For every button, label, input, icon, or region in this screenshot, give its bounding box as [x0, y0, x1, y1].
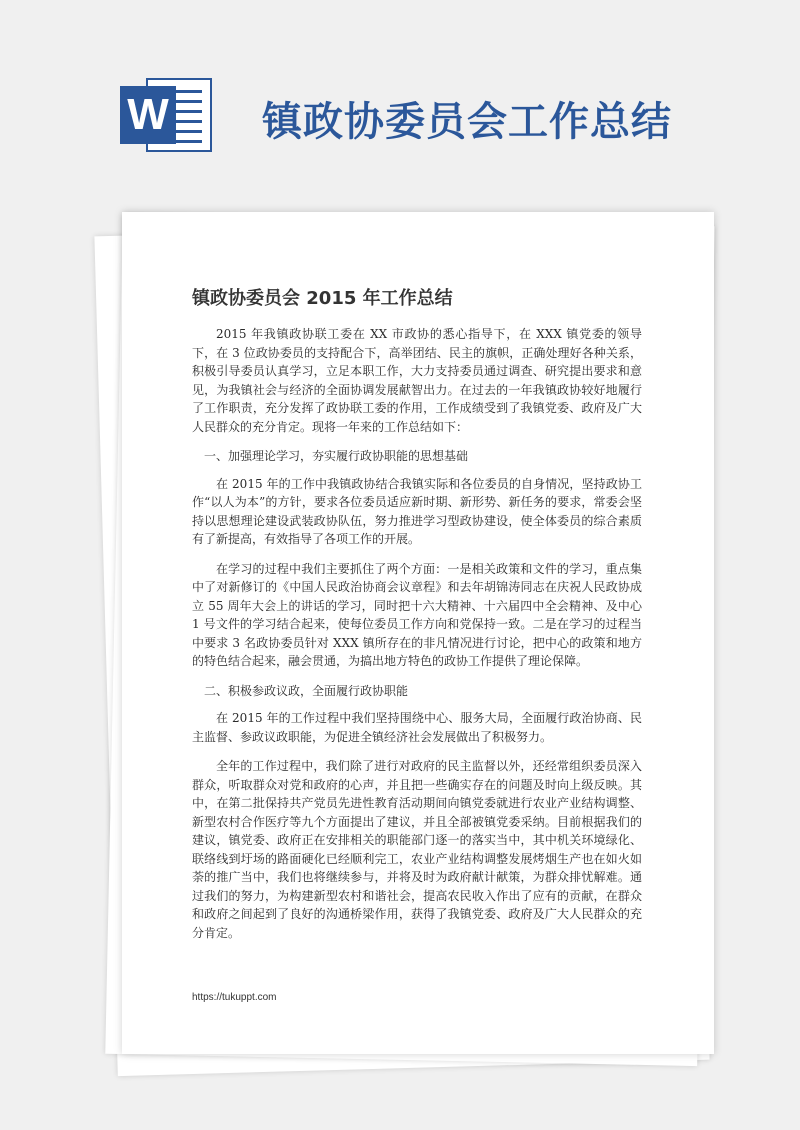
- document-body: [192, 325, 642, 953]
- paragraph: 在 2015 年的工作中我镇政协结合我镇实际和各位委员的自身情况，坚持政协工作“以人为本”的方针，要求各位委员适应新时期、新形势、新任务的要求，常委会坚持以思想理论建设武装政协队伍，努力推进学习型政协建设，使全体委员的综合素质有了新提高，有效指导了各项工作的开展。: [192, 476, 642, 546]
- word-badge: W: [120, 86, 176, 144]
- document-page: [122, 212, 714, 1054]
- word-document-icon: [120, 72, 216, 158]
- footer-url[interactable]: https://tukuppt.com: [192, 992, 277, 1003]
- document-title: 镇政协委员会 2015 年工作总结: [192, 288, 453, 309]
- paragraph: 在学习的过程中我们主要抓住了两个方面：一是相关政策和文件的学习，重点集中了对新修订的《中国人民政治协商会议章程》和去年胡锦涛同志在庆祝人民政协成立 55 周年大会上的讲话的学习，同时把十六大精神、十六届四中全会精神、及中心 1 号文件的学习结合起来，使每位委员工作方向和党保持一致。二是在学习的过程当中要求 3 名政协委员针对 XXX 镇所存在的非凡情况进行讨论，把中心的政策和地方的特色结合起来，融会贯通，为搞出地方特色的政协工作提供了理论保障。: [192, 561, 642, 668]
- paragraph: 在 2015 年的工作过程中我们坚持围绕中心、服务大局，全面履行政治协商、民主监督、参政议政职能，为促进全镇经济社会发展做出了积极努力。: [192, 711, 642, 744]
- paragraph-intro: 2015 年我镇政协联工委在 XX 市政协的悉心指导下，在 XXX 镇党委的领导下，在 3 位政协委员的支持配合下，高举团结、民主的旗帜，正确处理好各种关系，积极引导委员认真学习，立足本职工作，大力支持委员通过调查、研究提出要求和意见，为我镇社会与经济的全面协调发展献智出力。在过去的一年我镇政协较好地履行了工作职责，充分发挥了政协联工委的作用，工作成绩受到了我镇党委、政府及广大人民群众的充分肯定。现将一年来的工作总结如下：: [192, 327, 642, 434]
- paragraph: 全年的工作过程中，我们除了进行对政府的民主监督以外，还经常组织委员深入群众，听取群众对党和政府的心声，并且把一些确实存在的问题及时向上级反映。其中，在第二批保持共产党员先进性教育活动期间向镇党委就进行农业产业结构调整、新型农村合作医疗等九个方面提出了建议，并且全部被镇党委采纳。目前根据我们的建议，镇党委、政府正在安排相关的职能部门逐一的落实当中，其中机关环境绿化、联络线到圩场的路面硬化已经顺利完工，农业产业结构调整发展烤烟生产也在如火如荼的推广当中，我们也将继续参与，并将及时为政府献计献策，为群众排忧解难。通过我们的努力，为构建新型农村和谐社会，提高农民收入作出了应有的贡献，在群众和政府之间起到了良好的沟通桥梁作用，获得了我镇党委、政府及广大人民群众的充分肯定。: [192, 759, 642, 940]
- header: [0, 0, 800, 200]
- page-title: 镇政协委员会工作总结: [262, 99, 672, 145]
- section-heading-1: 一、加强理论学习，夯实履行政协职能的思想基础: [204, 449, 469, 463]
- section-heading-2: 二、积极参政议政，全面履行政协职能: [204, 683, 409, 698]
